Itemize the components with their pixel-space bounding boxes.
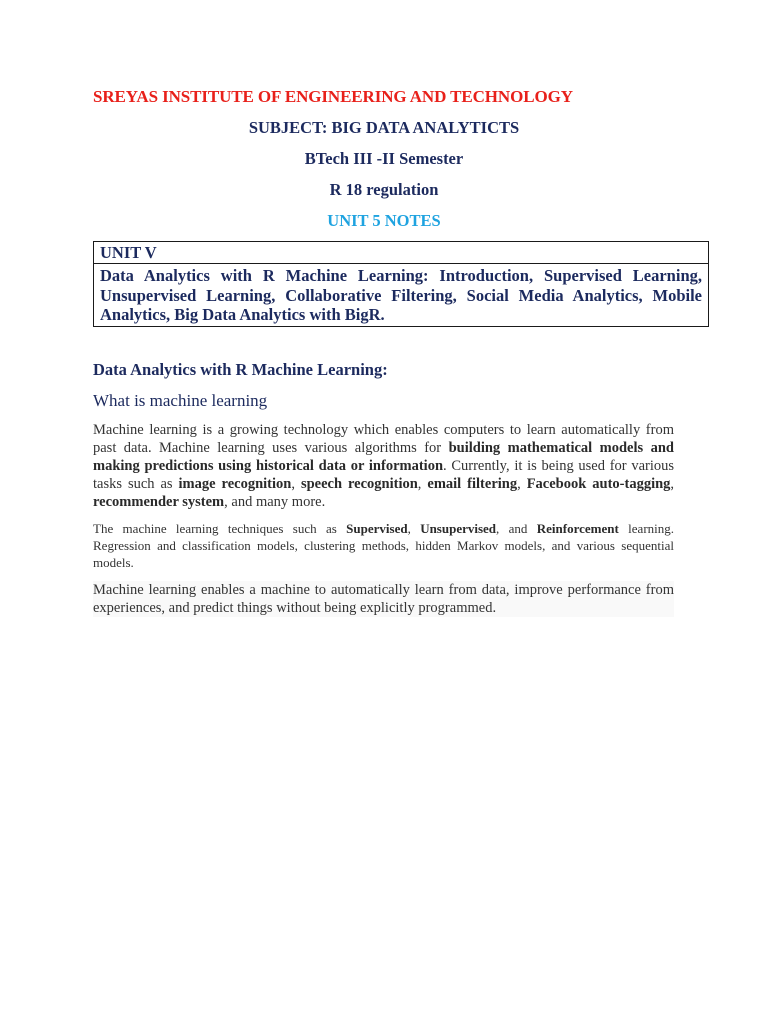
bold-run: email filtering bbox=[427, 476, 518, 492]
paragraph-ml-intro bbox=[93, 421, 674, 511]
unit-box-topics: Data Analytics with R Machine Learning: Introduction, Supervised Learning, Unsupervised Learning, Collaborative Filtering, Social Media Analytics, Mobile Analytics, Big Data Analytics with BigR. bbox=[100, 266, 702, 324]
subject-title: SUBJECT: BIG DATA ANALYTICTS bbox=[248, 118, 520, 137]
text-run: The machine learning techniques such as bbox=[93, 521, 347, 536]
text-run: , and bbox=[496, 521, 537, 536]
bold-run: Reinforcement bbox=[536, 521, 619, 536]
bold-run: Facebook auto-tagging bbox=[526, 476, 671, 492]
text-run: , and many more. bbox=[224, 494, 326, 510]
bold-run: Unsupervised bbox=[420, 521, 497, 536]
text-run: learning. Regression and classification models, clustering methods, hidden Markov models, and various sequential models. bbox=[93, 521, 675, 570]
unit-box-title: UNIT V bbox=[94, 242, 708, 264]
text-run: , bbox=[517, 476, 527, 492]
section-subheading: What is machine learning bbox=[93, 391, 268, 410]
text-run: , bbox=[417, 476, 428, 492]
unit-syllabus-box bbox=[93, 241, 709, 327]
regulation-line: R 18 regulation bbox=[329, 180, 439, 199]
section-heading: Data Analytics with R Machine Learning: bbox=[93, 360, 388, 379]
paragraph-ml-definition: Machine learning enables a machine to automatically learn from data, improve performance from experiences, and predict things without being explicitly programmed. bbox=[93, 582, 674, 616]
text-run: , bbox=[407, 521, 421, 536]
semester-line: BTech III -II Semester bbox=[304, 149, 464, 168]
text-run: Machine learning is a growing technology which enables computers to learn automatically from past data. Machine learning uses various algorithms for bbox=[93, 422, 674, 456]
bold-run: recommender system bbox=[93, 494, 225, 510]
bold-run: building mathematical models and making predictions using historical data or information bbox=[93, 440, 674, 474]
bold-run: Supervised bbox=[346, 521, 408, 536]
unit-notes-title: UNIT 5 NOTES bbox=[327, 211, 441, 230]
text-run: , bbox=[291, 476, 301, 492]
paragraph-ml-techniques bbox=[93, 520, 674, 571]
text-run: , bbox=[670, 476, 675, 492]
bold-run: image recognition bbox=[178, 476, 292, 492]
text-run: . Currently, it is being used for various tasks such as bbox=[93, 458, 675, 492]
institute-name: SREYAS INSTITUTE OF ENGINEERING AND TECHNOLOGY bbox=[93, 87, 573, 106]
bold-run: speech recognition bbox=[300, 476, 418, 492]
